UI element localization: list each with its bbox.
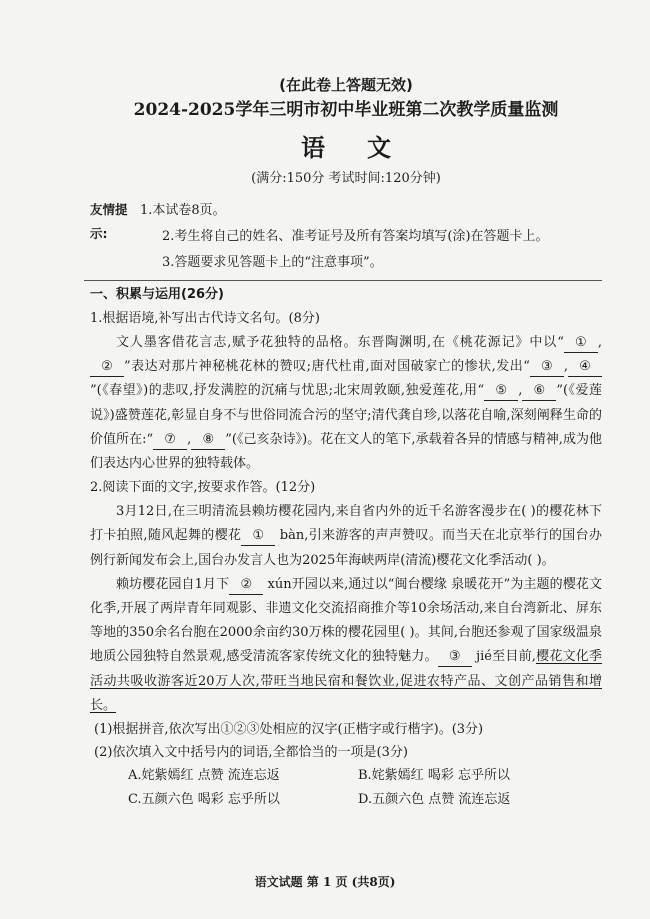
tips-label: 友情提示: [90,202,128,241]
tip-item: 3.答题要求见答题卡上的“注意事项”。 [162,255,383,270]
pinyin-2: xún [267,576,292,592]
passage-text: , [518,383,523,399]
sub-question-1: (1)根据拼音,依次写出①②③处相应的汉字(正楷字或行楷字)。(3分) [94,722,484,738]
section-title: 一、积累与运用(26分) [90,287,224,302]
passage-text: ”(《己亥杂诗》)。花在文人的笔下,承载着各异的情感与精神,成为他们表达内心世界的独特载体。 [90,431,602,472]
passage-text: 开园以来,通过以“闽台樱缘 泉暖花开”为主题的樱花文化季,开展了两岸青年同观影、非遗文化交流招商推介等10余场活动,来自台湾新北、屏东等地的350余名台胞在2000余亩约30万株的樱花园里( )。其间,台胞还参观了国家级温泉地质公园独特自然景观,感受清流客家传统文化的独特魅力。 [90,576,602,665]
divider [84,280,602,281]
passage-text: ”(《爱莲说》)盛赞莲花,彰显自身不与世俗同流合污的坚守;清代龚自珍,以落花自喻,深刻阐释生命的价值所在:“ [90,383,602,447]
blank-7: ⑦ [153,431,187,450]
blank-1: ① [564,334,598,353]
options-grid [90,764,602,812]
tip-item: 2.考生将自己的姓名、准考证号及所有答案均填写(涂)在答题卡上。 [162,229,549,244]
passage-text: ,引来游客的声声赞叹。而当天在北京举行的国台办例行新闻发布会上,国台办发言人也为2025年海峡两岸(清流)樱花文化季活动( )。 [90,528,602,568]
pinyin-1: bàn [279,528,305,544]
blank-circle-2: ② [229,576,263,595]
passage-text: 3月12日,在三明清流县赖坊樱花园内,来自省内外的近千名游客漫步在( )的樱花林下打卡拍照,随风起舞的樱花 [90,504,602,544]
option-d: D.五颜六色 点赞 流连忘返 [358,792,511,808]
passage-text: ”(《春望》)的悲叹,抒发满腔的沉痛与忧思;北宋周敦颐,独爱莲花,用“ [90,383,485,399]
passage-text: ”表达对那片神秘桃花林的赞叹;唐代杜甫,面对国破家亡的惨状,发出“ [124,359,530,375]
passage-text: , [563,359,568,375]
tips-list [140,198,602,276]
passage-text: 赖坊樱花园自1月下 [116,576,230,592]
sub-question-2: (2)依次填入文中括号内的词语,全都恰当的一项是(3分) [94,745,408,761]
invalid-notice: (在此卷上答题无效) [279,76,413,94]
passage-text: , [597,335,602,350]
question-1-passage [90,331,602,476]
question-2-paragraph-1 [90,500,602,573]
pinyin-3: jié [476,649,492,665]
passage-text: , [187,431,192,447]
tip-item: 1.本试卷8页。 [140,203,226,218]
blank-circle-3: ③ [438,648,472,667]
subject-title: 语文 [301,133,433,162]
blank-circle-1: ① [241,527,275,546]
exam-title: 2024-2025学年三明市初中毕业班第二次教学质量监测 [133,100,559,120]
tips-block [90,198,602,276]
passage-text: 文人墨客借花言志,赋予花独特的品格。东晋陶渊明,在《桃花源记》中以“ [116,335,564,350]
option-b: B.姹紫嫣红 喝彩 忘乎所以 [358,768,510,784]
blank-2: ② [90,358,124,377]
page-footer: 语文试题 第 1 页 (共8页) [254,875,396,889]
question-1-stem: 1.根据语境,补写出古代诗文名句。(8分) [90,311,320,326]
question-2-stem: 2.阅读下面的文字,按要求作答。(12分) [90,480,316,496]
blank-5: ⑤ [484,382,518,401]
blank-8: ⑧ [191,431,225,450]
option-c: C.五颜六色 喝彩 忘乎所以 [128,792,280,808]
option-a: A.姹紫嫣红 点赞 流连忘返 [128,768,280,784]
blank-4: ④ [568,358,602,377]
underlined-sentence: 樱花文化季活动共吸收游客近20万人次,带旺当地民宿和餐饮业,促进农特产品、文创产品销售和增长。 [90,649,602,713]
passage-text: 至目前, [491,649,536,665]
score-info: (满分:150分 考试时间:120分钟) [251,171,441,186]
blank-3: ③ [530,358,564,377]
question-2-paragraph-2 [90,573,602,718]
blank-6: ⑥ [522,382,556,401]
